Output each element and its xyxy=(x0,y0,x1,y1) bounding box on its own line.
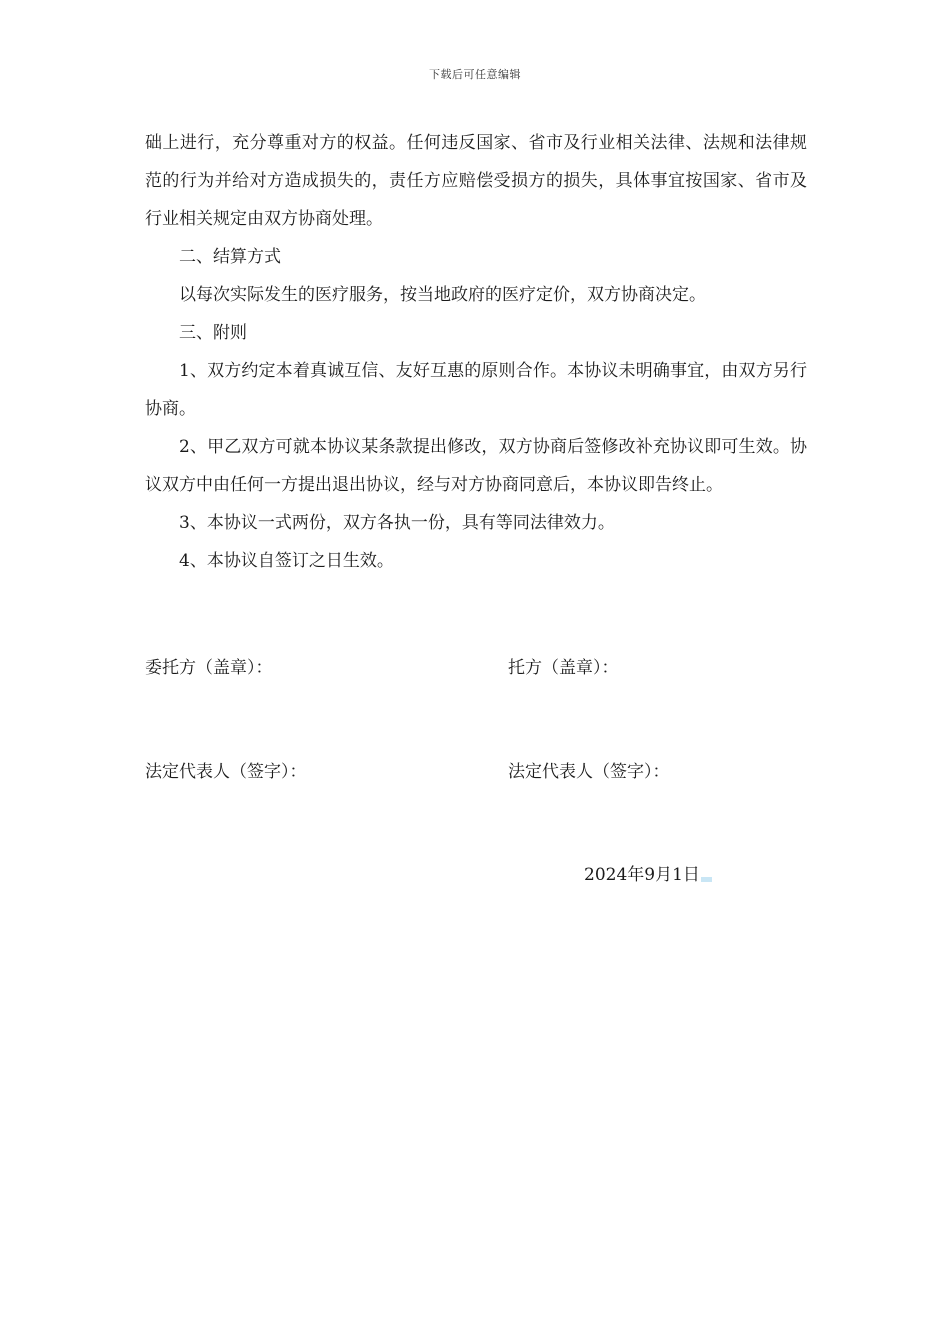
party-b-seal-label: 托方（盖章）： xyxy=(508,658,619,678)
clause-3: 3、本协议一式两份，双方各执一份，具有等同法律效力。 xyxy=(179,513,615,533)
section-heading-settlement: 二、结算方式 xyxy=(179,247,281,267)
text-cursor-marker xyxy=(701,877,712,882)
clause-4: 4、本协议自签订之日生效。 xyxy=(179,551,394,571)
agreement-body xyxy=(145,124,807,580)
section-heading-appendix: 三、附则 xyxy=(179,323,247,343)
paragraph-continuation: 础上进行，充分尊重对方的权益。任何违反国家、省市及行业相关法律、法规和法律规范的行为并给对方造成损失的，责任方应赔偿受损方的损失，具体事宜按国家、省市及行业相关规定由双方协商处理。 xyxy=(145,133,807,229)
signing-date xyxy=(584,863,712,887)
party-a-rep-label: 法定代表人（签字）： xyxy=(145,762,307,782)
clause-2: 2、甲乙双方可就本协议某条款提出修改，双方协商后签修改补充协议即可生效。协议双方中由任何一方提出退出协议，经与对方协商同意后，本协议即告终止。 xyxy=(145,437,807,495)
page-header: 下载后可任意编辑 xyxy=(429,68,521,81)
clause-1: 1、双方约定本着真诚互信、友好互惠的原则合作。本协议未明确事宜，由双方另行协商。 xyxy=(145,361,807,419)
signing-date-text: 2024年9月1日 xyxy=(584,865,700,885)
party-b-rep-label: 法定代表人（签字）： xyxy=(508,762,670,782)
paragraph-settlement: 以每次实际发生的医疗服务，按当地政府的医疗定价，双方协商决定。 xyxy=(179,285,706,305)
party-a-seal-label: 委托方（盖章）： xyxy=(145,658,273,678)
